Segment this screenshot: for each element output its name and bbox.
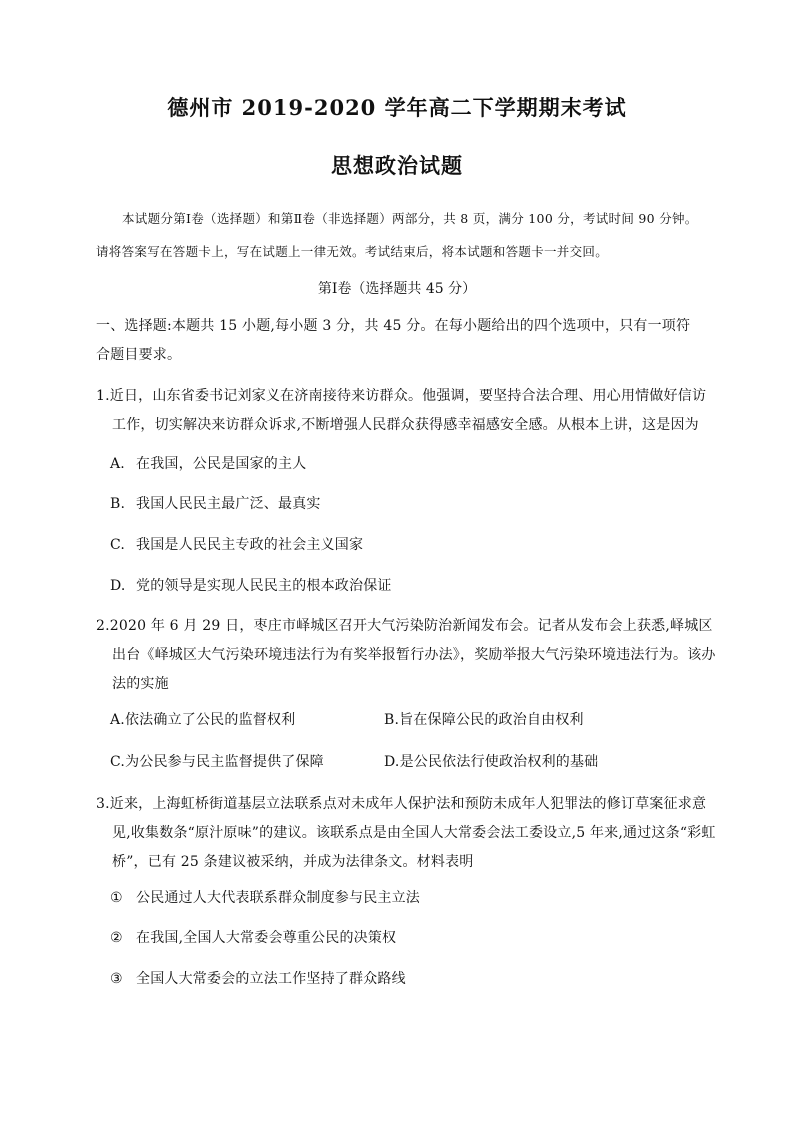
question-3-statement-2 [110, 928, 396, 948]
option-label: C. [110, 537, 126, 553]
statement-text: 公民通过人大代表联系群众制度参与民主立法 [136, 890, 420, 906]
question-2-option-b [384, 710, 584, 730]
option-label: B. [110, 496, 126, 512]
question-2-option-a [110, 710, 295, 730]
statement-text: 全国人大常委会的立法工作坚持了群众路线 [136, 971, 406, 987]
question-1-option-b [110, 494, 321, 514]
statement-label: ② [110, 930, 123, 946]
question-3-statement-3 [110, 969, 406, 989]
question-1-text: 1.近日，山东省委书记刘家义在济南接待来访群众。他强调，要坚持合法合理、用心用情做好信访工作，切实解决来访群众诉求,不断增强人民群众获得感幸福感安全感。从根本上讲，这是因为 [96, 388, 707, 433]
option-text: 我国是人民民主专政的社会主义国家 [136, 537, 364, 553]
option-text: 党的领导是实现人民民主的根本政治保证 [136, 578, 392, 594]
statement-label: ① [110, 890, 123, 906]
question-1-option-d [110, 576, 392, 596]
question-1-option-c [110, 535, 363, 555]
option-text: 为公民参与民主监督提供了保障 [125, 754, 324, 770]
option-label: D. [110, 578, 126, 594]
question-2-option-d [384, 752, 598, 772]
option-text: 旨在保障公民的政治自由权利 [399, 712, 584, 728]
question-1-option-a [110, 454, 306, 474]
option-text: 是公民依法行使政治权利的基础 [399, 754, 599, 770]
option-label: A. [110, 712, 125, 728]
question-2-option-c [110, 752, 324, 772]
question-3-text: 3.近来，上海虹桥街道基层立法联系点对未成年人保护法和预防未成年人犯罪法的修订草案征求意见,收集数条“原汁原味”的建议。该联系点是由全国人大常委会法工委设立,5 年来,通过这条“彩虹桥”，已有 25 条建议被采纳，并成为法律条文。材料表明 [96, 796, 716, 870]
option-label: C. [110, 754, 126, 770]
option-label: D. [384, 754, 400, 770]
question-2-text: 2.2020 年 6 月 29 日，枣庄市峄城区召开大气污染防治新闻发布会。记者从发布会上获悉,峄城区出台《峄城区大气污染环境违法行为有奖举报暂行办法》，奖励举报大气污染环境违法行为。该办法的实施 [96, 618, 716, 692]
part1-heading: 第Ⅰ卷（选择题共 45 分） [317, 281, 477, 297]
option-text: 依法确立了公民的监督权利 [124, 712, 296, 728]
question-3-statement-1 [110, 888, 420, 908]
exam-instructions: 本试题分第Ⅰ卷（选择题）和第Ⅱ卷（非选择题）两部分，共 8 页，满分 100 分，考试时间 90 分钟。请将答案写在答题卡上，写在试题上一律无效。考试结束后，将本试题和答题卡一并交回。 [96, 211, 698, 259]
statement-text: 在我国,全国人大常委会尊重公民的决策权 [136, 930, 397, 946]
option-label: A. [110, 456, 125, 472]
option-text: 我国人民民主最广泛、最真实 [136, 496, 321, 512]
exam-subtitle: 思想政治试题 [331, 153, 463, 178]
statement-label: ③ [110, 971, 123, 987]
section1-instructions: 一、选择题:本题共 15 小题,每小题 3 分，共 45 分。在每小题给出的四个选项中，只有一项符合题目要求。 [96, 318, 691, 363]
exam-title: 德州市 2019-2020 学年高二下学期期末考试 [167, 95, 627, 120]
option-label: B. [384, 712, 400, 728]
option-text: 在我国，公民是国家的主人 [136, 456, 307, 472]
